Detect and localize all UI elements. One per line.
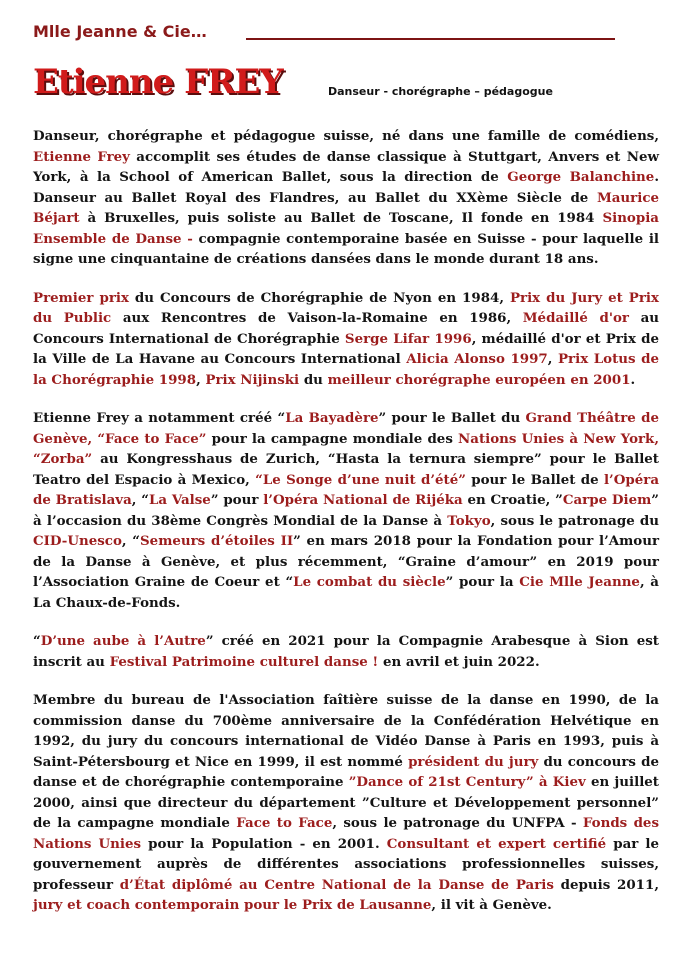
highlighted-text: Maurice Béjart <box>33 189 659 226</box>
highlighted-text: Prix Nijinski <box>205 371 300 388</box>
body-text: , sous le patronage du UNFPA - <box>332 815 583 831</box>
highlighted-text: Etienne Frey <box>33 148 130 165</box>
body-text: . Danseur au Ballet Royal des Flandres, au Ballet du XXème Siècle de <box>33 169 659 206</box>
page-title: Etienne FREY <box>33 62 283 102</box>
body-text: Etienne Frey a notamment créé “ <box>33 410 286 426</box>
body-text: pour le Ballet de <box>465 471 604 488</box>
body-text: depuis 2011, <box>553 876 659 893</box>
highlighted-text: Premier prix <box>33 289 129 306</box>
highlighted-text: Carpe Diem <box>562 492 652 508</box>
body-text: par le gouvernement auprès de différentes associations professionnelles suisses, professeur <box>33 835 659 893</box>
body-text: , <box>547 351 558 367</box>
highlighted-text: La Bayadère <box>285 410 379 426</box>
highlighted-text: Cie Mlle Jeanne <box>519 574 640 590</box>
highlighted-text: Face to Face <box>236 815 333 831</box>
body-text: en Croatie, ” <box>462 492 563 508</box>
body-text: pour la Population - en 2001. <box>141 835 387 852</box>
highlighted-text: George Balanchine <box>507 169 655 185</box>
biography-paragraph <box>33 690 659 916</box>
company-header: Mlle Jeanne & Cie… <box>33 22 207 41</box>
highlighted-text: La Valse <box>148 492 211 508</box>
body-text: , <box>196 371 206 388</box>
body-text: au Concours International de Chorégraphie <box>33 310 659 347</box>
highlighted-text: l’Opéra de Bratislava <box>33 471 659 508</box>
biography-paragraph <box>33 631 659 672</box>
highlighted-text: meilleur chorégraphe européen en 2001 <box>327 371 631 388</box>
body-text: , sous le patronage du <box>490 512 659 529</box>
body-text: , “ <box>121 533 141 549</box>
highlighted-text: “Le Songe d’une nuit d’été” <box>255 471 466 488</box>
highlighted-text: Prix Lotus de la Chorégraphie 1998 <box>33 351 659 388</box>
highlighted-text: Nations Unies à New York, “Zorba” <box>33 430 659 467</box>
body-text: du <box>299 371 328 388</box>
highlighted-text: l’Opéra National de Rijéka <box>263 492 463 508</box>
highlighted-text: d’État diplômé au Centre National de la Danse de Paris <box>119 876 554 893</box>
body-text: Membre du bureau de l'Association faîtière suisse de la danse en 1990, de la commission danse du 700ème anniversaire de la Confédération Helvétique en 1992, du jury du concours international de Vidéo Danse à Paris en 1993, puis à Saint-Pétersbourg et Nice en 1999, il est nommé <box>33 692 659 770</box>
body-text: ” pour le Ballet du <box>378 410 526 426</box>
body-text: Danseur, chorégraphe et pédagogue suisse, né dans une famille de comédiens, <box>33 128 659 144</box>
highlighted-text: Médaillé d'or <box>522 310 629 326</box>
body-text: . <box>630 371 636 388</box>
role-subtitle: Danseur - chorégraphe – pédagogue <box>328 85 553 98</box>
biography-paragraph <box>33 288 659 391</box>
biography-content <box>33 126 659 934</box>
biography-paragraph <box>33 126 659 270</box>
highlighted-text: Fonds des Nations Unies <box>33 815 659 852</box>
body-text: du concours de danse et de chorégraphie contemporaine <box>33 753 659 790</box>
highlighted-text: Grand Théâtre de Genève, “Face to Face” <box>33 410 659 447</box>
body-text: ” à l’occasion du 38ème Congrès Mondial de la Danse à <box>33 492 659 529</box>
highlighted-text: Prix du Jury et Prix du Public <box>33 289 659 326</box>
highlighted-text: D’une aube à l’Autre <box>40 633 206 649</box>
body-text: ” en mars 2018 pour la Fondation pour l’Amour de la Danse à Genève, et plus récemment, “Graine d’amour” en 2019 pour l’Association Graine de Coeur et “ <box>33 533 660 590</box>
body-text: au Kongresshaus de Zurich, “Hasta la ternura siempre” pour le Ballet Teatro del Espacio à Mexico, <box>33 451 659 488</box>
body-text: , “ <box>131 492 149 508</box>
body-text: , médaillé d'or et Prix de la Ville de La Havane au Concours International <box>33 330 659 367</box>
biography-paragraph <box>33 408 659 613</box>
body-text: aux Rencontres de Vaison-la-Romaine en 1986, <box>111 310 523 326</box>
body-text: ” pour <box>210 492 264 508</box>
body-text: à Bruxelles, puis soliste au Ballet de Toscane, Il fonde en 1984 <box>79 210 603 226</box>
highlighted-text: président du jury <box>408 753 539 770</box>
highlighted-text: Le combat du siècle <box>293 574 446 590</box>
body-text: accomplit ses études de danse classique à Stuttgart, Anvers et New York, à la School of American Ballet, sous la direction de <box>33 148 659 185</box>
highlighted-text: Sinopia Ensemble de Danse - <box>33 210 659 247</box>
body-text: en juillet 2000, ainsi que directeur du département ”Culture et Développement personnel” de la campagne mondiale <box>33 774 659 831</box>
body-text: ” créé en 2021 pour la Compagnie Arabesque à Sion est inscrit au <box>33 633 659 670</box>
body-text: compagnie contemporaine basée en Suisse - pour laquelle il signe une cinquantaine de créations dansées dans le monde durant 18 ans. <box>33 230 659 267</box>
body-text: en avril et juin 2022. <box>378 653 540 670</box>
body-text: ” pour la <box>445 574 520 590</box>
body-text: “ <box>33 633 41 649</box>
highlighted-text: jury et coach contemporain pour le Prix de Lausanne <box>33 897 432 913</box>
highlighted-text: Consultant et expert certifié <box>386 835 607 852</box>
header-rule <box>246 38 615 40</box>
body-text: , il vit à Genève. <box>431 897 552 913</box>
highlighted-text: CID-Unesco <box>33 533 122 549</box>
highlighted-text: Alicia Alonso 1997 <box>406 351 548 367</box>
highlighted-text: Tokyo <box>447 512 491 529</box>
highlighted-text: Serge Lifar 1996 <box>344 330 472 347</box>
body-text: pour la campagne mondiale des <box>206 430 459 447</box>
body-text: , à La Chaux-de-Fonds. <box>33 574 659 611</box>
body-text: du Concours de Chorégraphie de Nyon en 1984, <box>128 289 510 306</box>
highlighted-text: Semeurs d’étoiles II <box>140 533 294 549</box>
highlighted-text: Festival Patrimoine culturel danse ! <box>109 653 379 670</box>
highlighted-text: ”Dance of 21st Century” à Kiev <box>348 774 586 790</box>
